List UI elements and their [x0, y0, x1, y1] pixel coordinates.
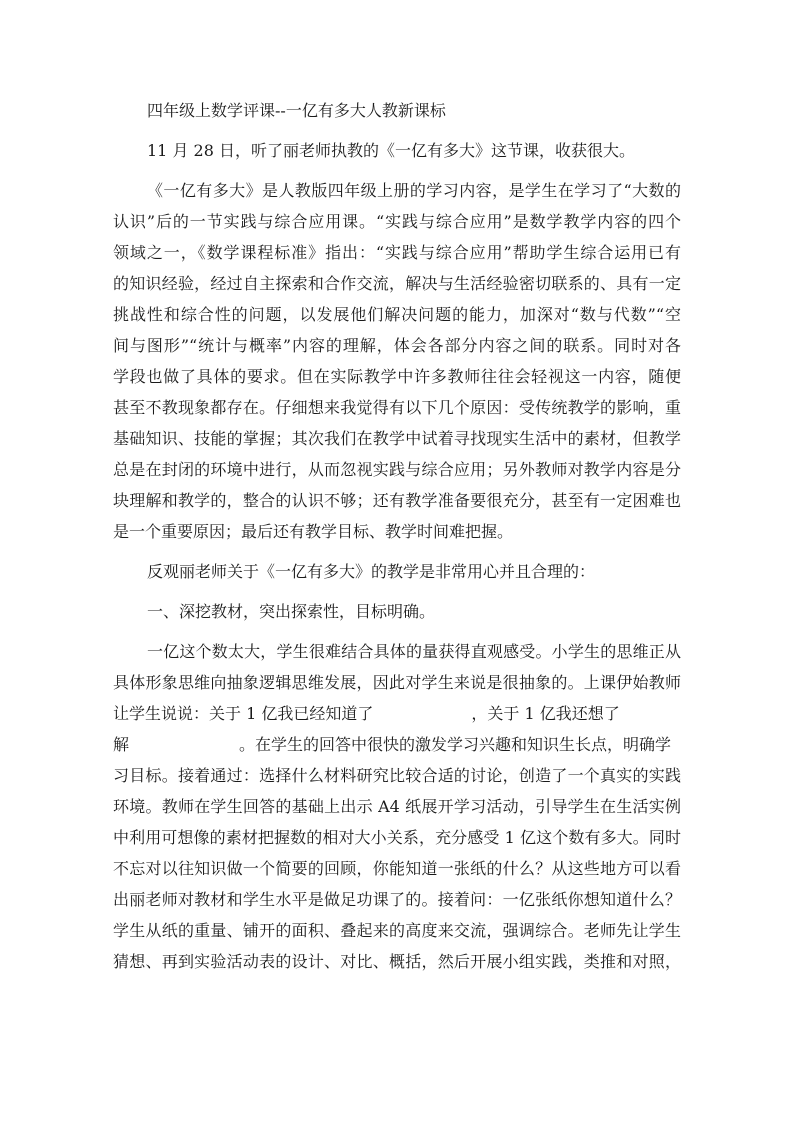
- paragraph-line: 环境。教师在学生回答的基础上出示 A4 纸展开学习活动，引导学生在生活实例: [113, 797, 681, 816]
- paragraph-line: 间与图形”“统计与概率”内容的理解，体会各部分内容之间的联系。同时对各: [113, 336, 681, 355]
- paragraph-line: 基础知识、技能的掌握；其次我们在教学中试着寻找现实生活中的素材，但教学: [113, 429, 681, 448]
- paragraph-line-with-blank: [113, 729, 681, 760]
- blank-prompt-text: 让学生说说：关于 1 亿我已经知道了: [113, 704, 374, 723]
- section-heading-1: 一、深挖教材，突出探索性，目标明确。: [147, 602, 436, 621]
- paragraph-1: [113, 175, 681, 547]
- paragraph-line: 甚至不教现象都存在。仔细想来我觉得有以下几个原因：受传统教学的影响，重: [113, 398, 681, 417]
- paragraph-3: [113, 636, 681, 977]
- paragraph-line: 学生从纸的重量、铺开的面积、叠起来的高度来交流，强调综合。老师先让学生: [113, 921, 681, 940]
- paragraph-line: 习目标。接着通过：选择什么材料研究比较合适的讨论，创造了一个真实的实践: [113, 766, 681, 785]
- paragraph-line: 块理解和教学的，整合的认识不够；还有教学准备要很充分，甚至有一定困难也: [113, 491, 681, 510]
- paragraph-line-with-blank: [113, 698, 681, 729]
- document-page: [113, 95, 681, 977]
- paragraph-line: 学段也做了具体的要求。但在实际教学中许多教师往往会轻视这一内容，随便: [113, 367, 681, 386]
- paragraph-line: 领域之一，《数学课程标准》指出：“实践与综合应用”帮助学生综合运用已有: [113, 243, 681, 262]
- blank-prompt-text: 。在学生的回答中很快的激发学习兴趣和知识生长点，明确学: [239, 735, 672, 754]
- paragraph-2: 反观丽老师关于《一亿有多大》的教学是非常用心并且合理的：: [147, 562, 596, 581]
- paragraph-line: 一亿这个数太大，学生很难结合具体的量获得直观感受。小学生的思维正从: [147, 642, 681, 661]
- paragraph-line: 是一个重要原因；最后还有教学目标、教学时间难把握。: [113, 522, 514, 541]
- paragraph-line: 总是在封闭的环境中进行，从而忽视实践与综合应用；另外教师对教学内容是分: [113, 460, 681, 479]
- document-title: 四年级上数学评课--一亿有多大人教新课标: [147, 101, 446, 120]
- paragraph-line: 猜想、再到实验活动表的设计、对比、概括，然后开展小组实践，类推和对照，: [113, 952, 681, 971]
- paragraph-line: 挑战性和综合性的问题，以发展他们解决问题的能力，加深对“数与代数”“空: [113, 305, 681, 324]
- paragraph-line: 中利用可想像的素材把握数的相对大小关系，充分感受 1 亿这个数有多大。同时: [113, 828, 681, 847]
- paragraph-line: 不忘对以往知识做一个简要的回顾，你能知道一张纸的什么？从这些地方可以看: [113, 859, 681, 878]
- blank-prompt-text: ，关于 1 亿我还想了: [471, 704, 620, 723]
- paragraph-line: 出丽老师对教材和学生水平是做足功课了的。接着问：一亿张纸你想知道什么？: [113, 890, 681, 909]
- paragraph-line: 具体形象思维向抽象逻辑思维发展，因此对学生来说是很抽象的。上课伊始教师: [113, 673, 681, 692]
- paragraph-line: 的知识经验，经过自主探索和合作交流，解决与生活经验密切联系的、具有一定: [113, 274, 681, 293]
- intro-paragraph: 11 月 28 日，听了丽老师执教的《一亿有多大》这节课，收获很大。: [147, 141, 635, 160]
- paragraph-line: 认识”后的一节实践与综合应用课。“实践与综合应用”是数学教学内容的四个: [113, 212, 681, 231]
- blank-prompt-text: 解: [113, 735, 130, 754]
- paragraph-line: 《一亿有多大》是人教版四年级上册的学习内容，是学生在学习了“大数的: [147, 181, 681, 200]
